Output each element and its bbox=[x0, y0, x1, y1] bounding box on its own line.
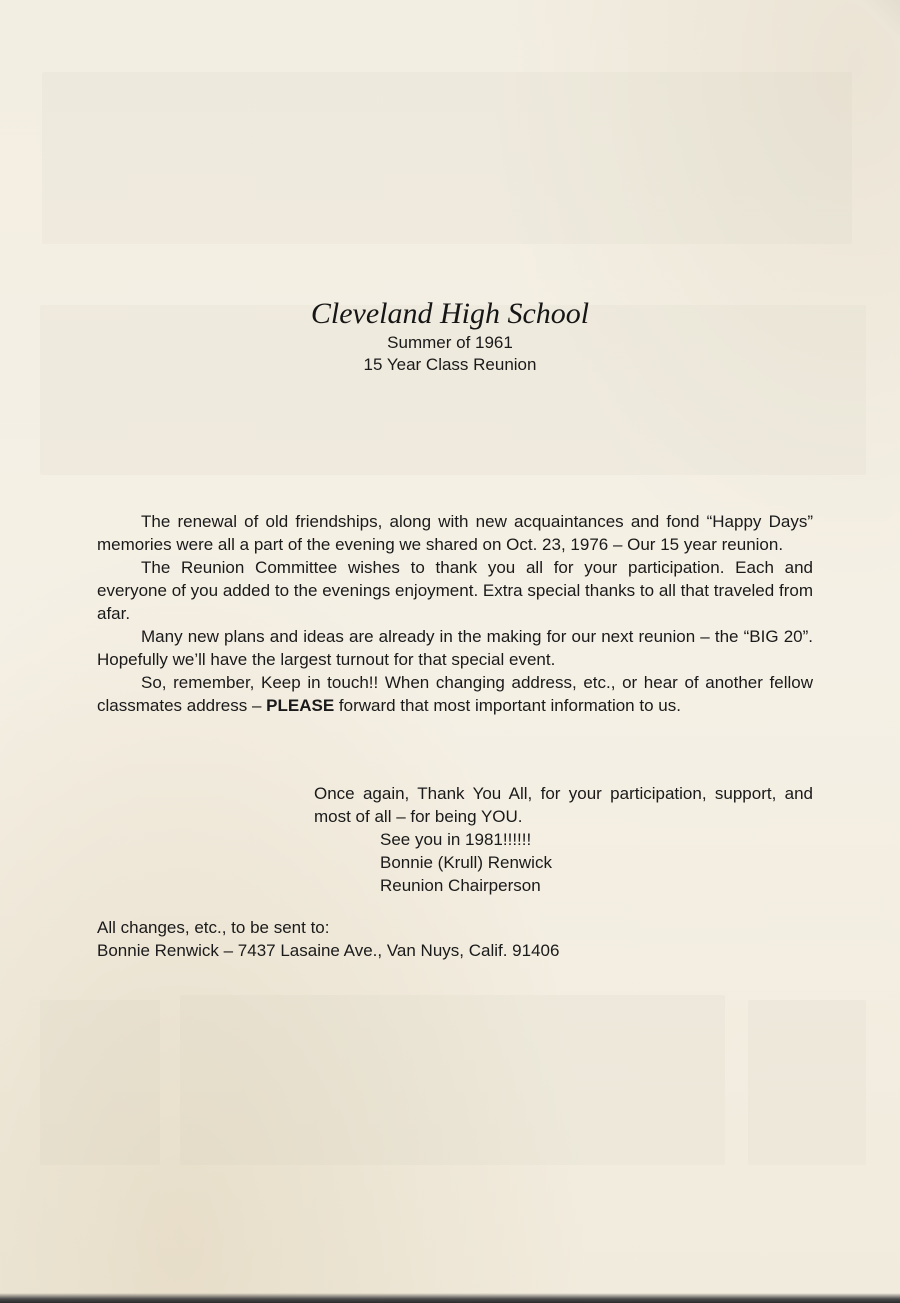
event-title: 15 Year Class Reunion bbox=[363, 355, 537, 374]
contact-address: Bonnie Renwick – 7437 Lasaine Ave., Van Nuys, Calif. 91406 bbox=[97, 941, 560, 960]
page-corner bbox=[854, 0, 900, 46]
contact-block bbox=[97, 916, 813, 962]
letter-header bbox=[0, 296, 900, 376]
school-name: Cleveland High School bbox=[310, 297, 590, 330]
letter-closing bbox=[314, 782, 813, 897]
show-through-block bbox=[42, 72, 852, 244]
contact-label: All changes, etc., to be sent to: bbox=[97, 918, 330, 937]
paragraph-keep-in-touch bbox=[97, 671, 813, 717]
show-through-block bbox=[40, 1000, 160, 1165]
paragraph-renewal: The renewal of old friendships, along with new acquaintances and fond “Happy Days” memories were all a part of the evening we shared on Oct. 23, 1976 – Our 15 year reunion. bbox=[97, 512, 813, 554]
signer-title: Reunion Chairperson bbox=[380, 876, 541, 895]
please-emphasis: PLEASE bbox=[266, 696, 335, 715]
paragraph-plans: Many new plans and ideas are already in the making for our next reunion – the “BIG 20”. Hopefully we’ll have the largest turnout for that special event. bbox=[97, 627, 813, 669]
closing-thanks: Once again, Thank You All, for your participation, support, and most of all – for being YOU. bbox=[314, 784, 813, 826]
keep-in-touch-text: So, remember, Keep in touch!! When changing address, etc., or hear of another fellow classmates address – bbox=[97, 673, 813, 715]
signer-name: Bonnie (Krull) Renwick bbox=[380, 853, 552, 872]
page-bottom-edge bbox=[0, 1293, 900, 1303]
letter-body bbox=[97, 510, 813, 717]
show-through-block bbox=[180, 995, 725, 1165]
show-through-block bbox=[748, 1000, 866, 1165]
see-you-line: See you in 1981!!!!!! bbox=[380, 830, 532, 849]
paragraph-thanks: The Reunion Committee wishes to thank you all for your participation. Each and everyone of you added to the evenings enjoyment. Extra special thanks to all that traveled from afar. bbox=[97, 558, 813, 623]
class-year: Summer of 1961 bbox=[387, 333, 513, 352]
keep-in-touch-tail: forward that most important information to us. bbox=[334, 696, 681, 715]
